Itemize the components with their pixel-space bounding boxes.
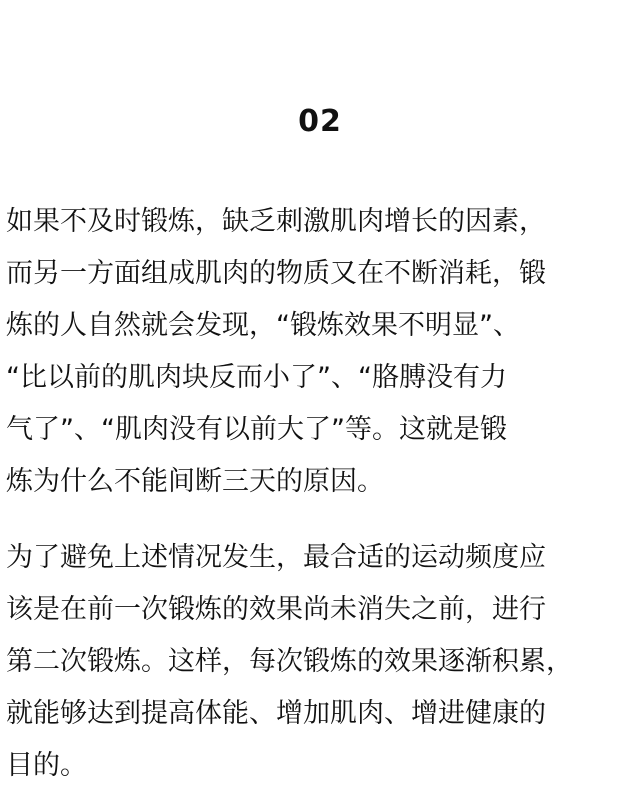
paragraph-line: 而另一方面组成肌肉的物质又在不断消耗，锻 (6, 258, 546, 289)
paragraph-line: 第二次锻炼。这样，每次锻炼的效果逐渐积累， (6, 646, 573, 677)
paragraph-line: 气了”、“肌肉没有以前大了”等。这就是锻 (6, 414, 507, 445)
paragraph-line: 如果不及时锻炼，缺乏刺激肌肉增长的因素， (6, 206, 546, 237)
paragraph-line: “比以前的肌肉块反而小了”、“胳膊没有力 (6, 362, 507, 393)
paragraph-line: 就能够达到提高体能、增加肌肉、增进健康的 (6, 698, 546, 729)
paragraph-line: 炼为什么不能间断三天的原因。 (6, 466, 384, 497)
section-number-heading: 02 (298, 104, 342, 139)
paragraph-line: 目的。 (6, 750, 87, 781)
paragraph-line: 该是在前一次锻炼的效果尚未消失之前，进行 (6, 594, 546, 625)
paragraph-line: 炼的人自然就会发现，“锻炼效果不明显”、 (6, 310, 520, 341)
paragraph-2 (6, 532, 636, 792)
paragraph-line: 为了避免上述情况发生，最合适的运动频度应 (6, 542, 546, 573)
paragraph-1 (6, 196, 636, 508)
